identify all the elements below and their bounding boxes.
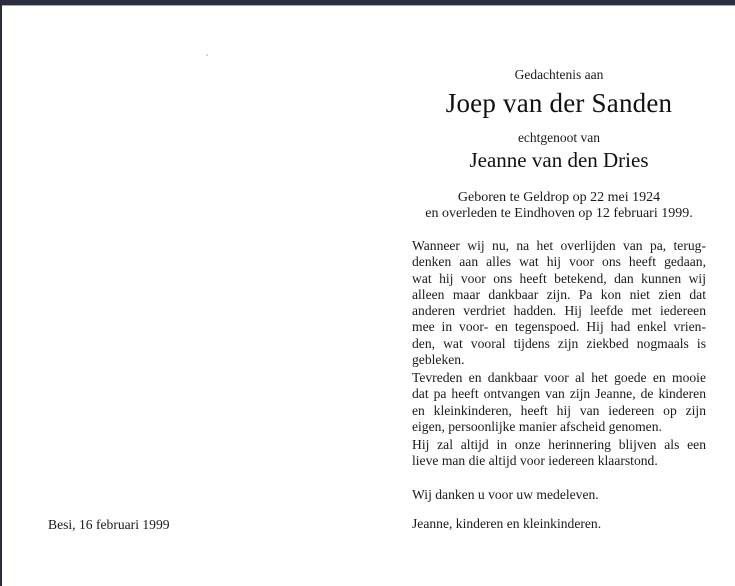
paragraph-memory xyxy=(412,437,706,470)
intro-text: Gedachtenis aan xyxy=(514,67,604,82)
text-line: alleen maar dankbaar zijn. Pa kon niet zien dat xyxy=(412,286,706,302)
birth-line: Geboren te Geldrop op 22 mei 1924 xyxy=(457,190,661,205)
text-line: dat pa heeft ontvangen van zijn Jeanne, de kinderen xyxy=(412,386,706,402)
deceased-name: Joep van der Sanden xyxy=(445,88,673,118)
scan-speck xyxy=(206,54,208,56)
thanks-line xyxy=(412,487,706,503)
text-line: en kleinkinderen, heeft hij van iedereen op zijn xyxy=(412,402,706,418)
text-line: wat hij voor ons heeft betekend, dan kunnen wij xyxy=(412,270,706,286)
memorial-card-page xyxy=(2,6,735,586)
text-line: den, wat vooral tijdens zijn ziekbed nogmaals is xyxy=(412,335,706,351)
text-line: Wanneer wij nu, na het overlijden van pa, terug- xyxy=(412,238,706,253)
text-line: mee in voor- en tegenspoed. Hij had enkel vrien- xyxy=(412,319,706,335)
text-line: eigen, persoonlijke manier afscheid genomen. xyxy=(412,418,662,434)
place-date: Besi, 16 februari 1999 xyxy=(48,517,170,532)
signature-line xyxy=(412,516,706,532)
text-line: Tevreden en dankbaar voor al het goede en mooie xyxy=(412,370,706,385)
text-line: denken aan alles wat hij voor ons heeft gedaan, xyxy=(412,254,706,270)
text-line: Hij zal altijd in onze herinnering blijven als een xyxy=(412,437,706,452)
text-line: anderen verdriet hadden. Hij leefde met iedereen xyxy=(412,303,706,319)
paragraph-remembrance xyxy=(412,238,706,368)
spouse-name: Jeanne van den Dries xyxy=(469,148,649,172)
death-line: en overleden te Eindhoven op 12 februari 1999. xyxy=(425,206,693,221)
text-line: gebleken. xyxy=(412,352,465,368)
relation-text: echtgenoot van xyxy=(517,130,601,145)
text-line: lieve man die altijd voor iedereen klaarstond. xyxy=(412,453,658,469)
paragraph-gratitude xyxy=(412,370,706,435)
text-line: Jeanne, kinderen en kleinkinderen. xyxy=(412,516,602,531)
text-line: Wij danken u voor uw medeleven. xyxy=(412,487,599,502)
